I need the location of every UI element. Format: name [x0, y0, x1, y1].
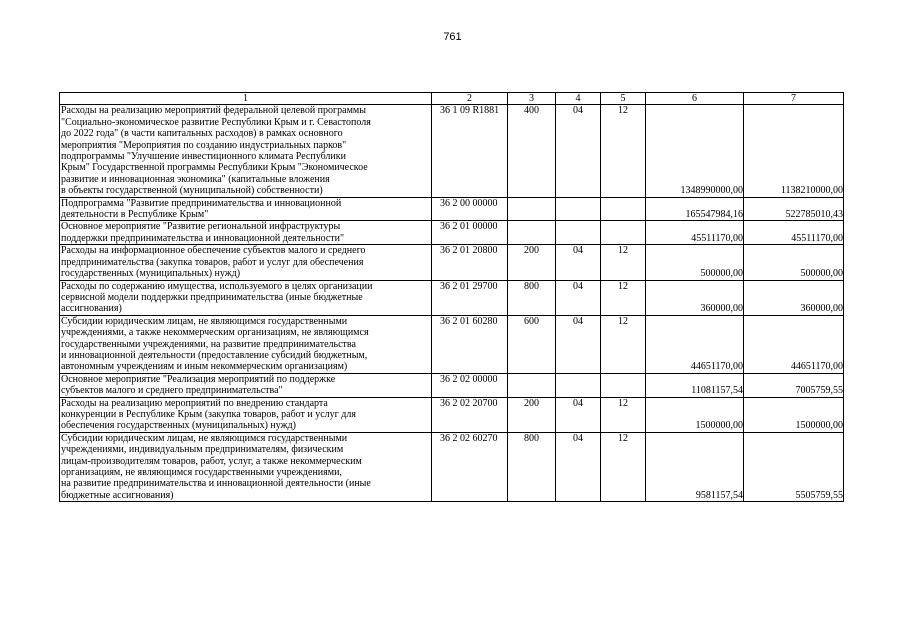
expense-type-cell: 200 [508, 245, 556, 280]
header-row [60, 93, 844, 105]
expense-name-cell [60, 245, 432, 280]
target-article-code-cell: 36 2 01 29700 [432, 280, 508, 315]
expense-name-line: Подпрограмма "Развитие предпринимательства и инновационной [61, 197, 342, 209]
subsection-cell: 12 [601, 105, 646, 197]
target-article-code-cell: 36 2 02 00000 [432, 373, 508, 397]
table-row [60, 105, 844, 197]
target-article-code-cell: 36 2 01 00000 [432, 221, 508, 245]
expense-type-cell [508, 197, 556, 221]
expense-name-line: на развитие предпринимательства и инновационной деятельности (иные [61, 478, 371, 490]
expense-name-line: Крым" Государственной программы Республики Крым "Экономическое [61, 162, 368, 174]
amount-year-1-cell: 44651170,00 [646, 315, 744, 373]
table-row [60, 280, 844, 315]
amount-year-1-cell: 1348990000,00 [646, 105, 744, 197]
expense-type-cell [508, 221, 556, 245]
expense-name-line: лицам-производителям товаров, работ, услуг, а также некоммерческим [61, 455, 362, 467]
amount-year-2-cell: 45511170,00 [744, 221, 844, 245]
expense-name-line: организациям, не являющимся государственными учреждениями, [61, 467, 342, 478]
expense-name-line: Основное мероприятие "Реализация мероприятий по поддержке [61, 373, 336, 385]
expense-name-line: развитие и инновационная экономика" (капитальные вложения [61, 173, 330, 185]
expense-name-line: Расходы на информационное обеспечение субъектов малого и среднего [61, 245, 366, 257]
table-row [60, 197, 844, 221]
expense-name-line: мероприятия "Мероприятия по созданию индустриальных парков" [61, 139, 347, 151]
header-col-1: 1 [60, 93, 432, 105]
table-row [60, 373, 844, 397]
amount-year-2-cell: 1138210000,00 [744, 105, 844, 197]
expense-name-line: в объекты государственной (муниципальной) собственности) [61, 185, 323, 197]
expense-name-line: конкуренции в Республике Крым (закупка товаров, работ и услуг для [61, 408, 356, 420]
expense-name-line: ассигнования) [61, 303, 122, 315]
subsection-cell: 12 [601, 280, 646, 315]
target-article-code-cell: 36 2 00 00000 [432, 197, 508, 221]
expense-name-line: поддержки предпринимательства и инновационной деятельности" [61, 232, 345, 244]
section-cell [556, 373, 601, 397]
header-col-4: 4 [556, 93, 601, 105]
section-cell: 04 [556, 280, 601, 315]
expense-name-line: бюджетные ассигнования) [61, 489, 174, 501]
expense-name-line: субъектов малого и среднего предпринимательства" [61, 385, 283, 397]
expense-type-cell: 200 [508, 397, 556, 432]
amount-year-2-cell: 360000,00 [744, 280, 844, 315]
expense-type-cell: 400 [508, 105, 556, 197]
table-row [60, 221, 844, 245]
expense-name-line: учреждениями, индивидуальным предпринимателям, физическим [61, 444, 344, 456]
target-article-code-cell: 36 2 01 60280 [432, 315, 508, 373]
expense-name-cell [60, 105, 432, 197]
expense-name-line: Расходы по содержанию имущества, используемого в целях организации [61, 280, 373, 292]
section-cell: 04 [556, 245, 601, 280]
expense-type-cell: 600 [508, 315, 556, 373]
expense-name-line: подпрограммы "Улучшение инвестиционного климата Республики [61, 151, 346, 163]
expense-name-cell [60, 432, 432, 501]
amount-year-2-cell: 522785010,43 [744, 197, 844, 221]
expense-name-line: автономным учреждениям и иным некоммерческим организациям) [61, 361, 348, 373]
header-col-5: 5 [601, 93, 646, 105]
expense-type-cell: 800 [508, 432, 556, 501]
target-article-code-cell: 36 2 01 20800 [432, 245, 508, 280]
header-col-7: 7 [744, 93, 844, 105]
header-col-3: 3 [508, 93, 556, 105]
subsection-cell [601, 373, 646, 397]
amount-year-2-cell: 5505759,55 [744, 432, 844, 501]
section-cell [556, 197, 601, 221]
expense-name-line: Расходы на реализацию мероприятий по внедрению стандарта [61, 397, 328, 409]
subsection-cell: 12 [601, 315, 646, 373]
table-row [60, 315, 844, 373]
target-article-code-cell: 36 2 02 60270 [432, 432, 508, 501]
section-cell: 04 [556, 105, 601, 197]
subsection-cell: 12 [601, 432, 646, 501]
expense-name-line: Основное мероприятие "Развитие региональной инфраструктуры [61, 221, 341, 233]
section-cell: 04 [556, 315, 601, 373]
expense-name-line: государственных (муниципальных) нужд) [61, 268, 241, 280]
subsection-cell: 12 [601, 397, 646, 432]
header-col-2: 2 [432, 93, 508, 105]
section-cell: 04 [556, 397, 601, 432]
amount-year-1-cell: 360000,00 [646, 280, 744, 315]
amount-year-1-cell: 165547984,16 [646, 197, 744, 221]
expense-name-line: предпринимательства (закупка товаров, работ и услуг для обеспечения [61, 256, 364, 268]
expense-name-cell [60, 221, 432, 245]
amount-year-1-cell: 45511170,00 [646, 221, 744, 245]
amount-year-1-cell: 1500000,00 [646, 397, 744, 432]
expense-name-line: учреждениями, а также некоммерческим организациям, не являющимся [61, 327, 369, 339]
expense-name-line: Расходы на реализацию мероприятий федеральной целевой программы [61, 105, 366, 117]
table-body [60, 93, 844, 502]
table-row [60, 432, 844, 501]
expense-name-cell [60, 197, 432, 221]
expense-type-cell [508, 373, 556, 397]
amount-year-2-cell: 1500000,00 [744, 397, 844, 432]
expense-name-line: до 2022 года" (в части капитальных расходов) в рамках основного [61, 128, 343, 140]
expense-name-cell [60, 315, 432, 373]
header-col-6: 6 [646, 93, 744, 105]
subsection-cell [601, 197, 646, 221]
subsection-cell: 12 [601, 245, 646, 280]
expense-name-cell [60, 397, 432, 432]
amount-year-1-cell: 500000,00 [646, 245, 744, 280]
page-number: 761 [443, 31, 462, 43]
target-article-code-cell: 36 2 02 20700 [432, 397, 508, 432]
amount-year-2-cell: 500000,00 [744, 245, 844, 280]
expense-name-line: обеспечения государственных (муниципальных) нужд) [61, 420, 296, 432]
expense-name-line: и инновационной деятельности (предоставление субсидий бюджетным, [61, 349, 368, 361]
section-cell: 04 [556, 432, 601, 501]
expense-name-cell [60, 280, 432, 315]
expense-name-line: сервисной модели поддержки предпринимательства (иные бюджетные [61, 291, 363, 303]
expense-name-cell [60, 373, 432, 397]
section-cell [556, 221, 601, 245]
table-row [60, 397, 844, 432]
subsection-cell [601, 221, 646, 245]
target-article-code-cell: 36 1 09 R1881 [432, 105, 508, 197]
table-row [60, 245, 844, 280]
expense-name-line: Субсидии юридическим лицам, не являющимся государственными [61, 315, 348, 327]
amount-year-2-cell: 7005759,55 [744, 373, 844, 397]
expense-name-line: "Социально-экономическое развитие Республики Крым и г. Севастополя [61, 116, 371, 128]
amount-year-2-cell: 44651170,00 [744, 315, 844, 373]
budget-table [59, 92, 844, 502]
expense-type-cell: 800 [508, 280, 556, 315]
expense-name-line: государственными учреждениями, на развитие предпринимательства [61, 338, 356, 350]
expense-name-line: деятельности в Республике Крым" [61, 209, 209, 221]
expense-name-line: Субсидии юридическим лицам, не являющимся государственными [61, 432, 348, 444]
amount-year-1-cell: 9581157,54 [646, 432, 744, 501]
amount-year-1-cell: 11081157,54 [646, 373, 744, 397]
